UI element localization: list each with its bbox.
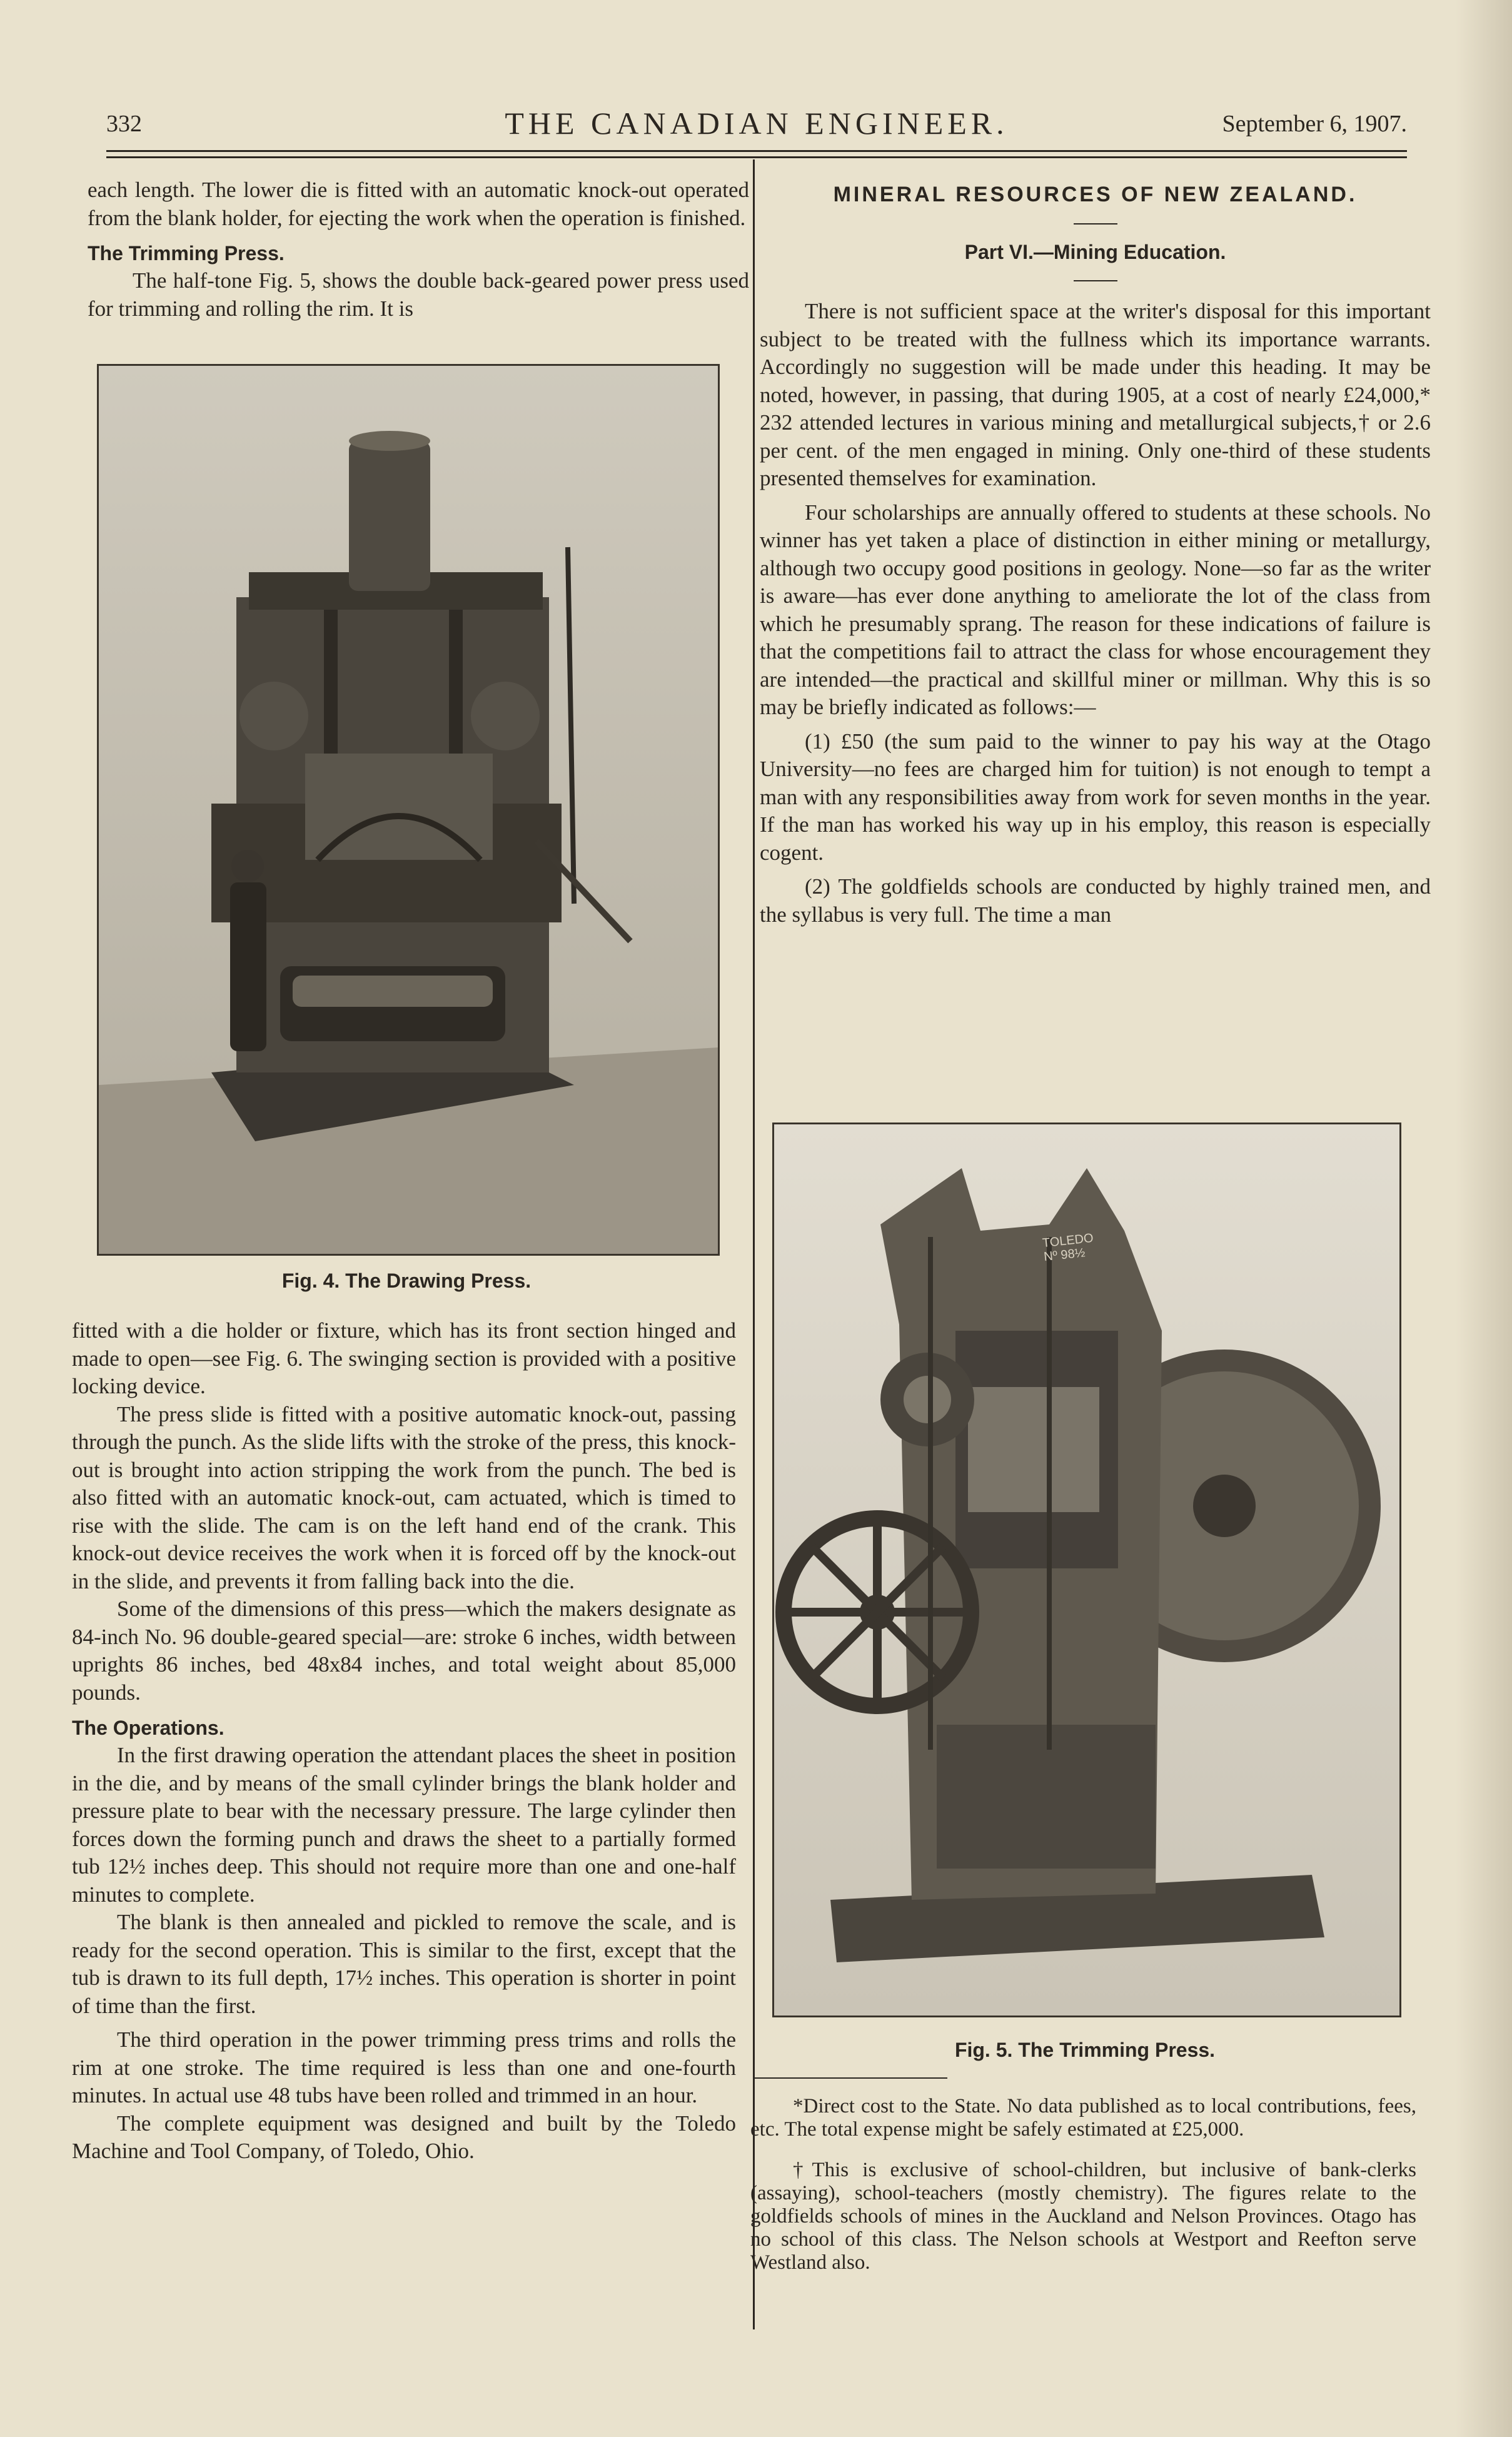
- left-column-top: [88, 176, 749, 323]
- paragraph-manufacturer: The complete equipment was designed and built by the Toledo Machine and Tool Company, of Toledo, Ohio.: [72, 2111, 736, 2163]
- header-rule-bottom: [106, 156, 1407, 158]
- page-number: 332: [106, 111, 142, 137]
- left-column-bottom: [72, 1317, 736, 2166]
- paragraph-third-operation: The third operation in the power trimming press trims and rolls the rim at one stroke. The time required is less than one and one-fourth minutes. In actual use 48 tubs have been rolled and trimmed in an hour.: [72, 2027, 736, 2107]
- page-edge-shadow: [1456, 0, 1512, 2437]
- paragraph-die-holder: fitted with a die holder or fixture, which has its front section hinged and made to open—see Fig. 6. The swinging section is provided with a positive locking device.: [72, 1318, 736, 1398]
- paragraph-reason-two: (2) The goldfields schools are conducted by highly trained men, and the syllabus is very full. The time a man: [760, 874, 1431, 927]
- running-header: [106, 105, 1407, 149]
- header-rule-top: [106, 150, 1407, 152]
- paragraph-reason-one: (1) £50 (the sum paid to the winner to pay his way at the Otago University—no fees are charged him for tuition) is not enough to tempt a man with any responsibilities away from work for seven months in the year. If the man has worked his way up in his employ, this reason is especially cogent.: [760, 729, 1431, 865]
- article-part-title: Part VI.—Mining Education.: [964, 241, 1226, 263]
- operations-heading: The Operations.: [72, 1717, 224, 1739]
- column-rule: [753, 159, 755, 2329]
- fig5-caption: Fig. 5. The Trimming Press.: [954, 2039, 1216, 2061]
- footnote-direct-cost: *Direct cost to the State. No data published as to local contributions, fees, etc. The total expense might be safely estimated at £25,000.: [750, 2095, 1416, 2141]
- journal-title: THE CANADIAN ENGINEER.: [505, 106, 1009, 141]
- footnote-rule: [753, 2077, 947, 2079]
- issue-date: September 6, 1907.: [1222, 111, 1407, 137]
- drawing-press-illustration: [99, 366, 718, 1254]
- part-dash: [1074, 280, 1117, 281]
- paragraph-space: There is not sufficient space at the writer's disposal for this important subject to be treated with the fullness which its importance warrants. Accordingly no suggestion will be made under this heading. It may be noted, however, in passing, that during 1905, at a cost of nearly £24,000,* 232 attended lectures in various mining and metallurgical subjects,† or 2.6 per cent. of the men engaged in mining. Only one-third of these students presented themselves for examination.: [760, 299, 1431, 490]
- fig4-caption: Fig. 4. The Drawing Press.: [281, 1269, 532, 1292]
- fig5-trimming-press-photo: [772, 1123, 1401, 2017]
- article-title: MINERAL RESOURCES OF NEW ZEALAND.: [833, 183, 1358, 206]
- paragraph-second-operation: The blank is then annealed and pickled to remove the scale, and is ready for the second operation. This is similar to the first, except that the tub is drawn to its full depth, 17½ inches. This operation is shorter in point of time than the first.: [72, 1910, 736, 2018]
- paragraph-dimensions: Some of the dimensions of this press—which the makers designate as 84-inch No. 96 double-geared special—are: stroke 6 inches, width between uprights 86 inches, bed 48x84 inches, and total weight about 85,000 pounds.: [72, 1597, 736, 1705]
- paragraph-scholarships: Four scholarships are annually offered to students at these schools. No winner has yet taken a place of distinction in either mining or metallurgy, although two occupy good positions in geology. None—so far as the writer is aware—has ever done anything to ameliorate the lot of the class from which he presumably sprang. The reason for these indications of failure is that the competitions fail to attract the class for whose encouragement they are intended—the practical and skillful miner or millman. Why this is so may be briefly indicated as follows:—: [760, 500, 1431, 719]
- title-dash: [1074, 223, 1117, 225]
- paragraph-first-operation: In the first drawing operation the attendant places the sheet in position in the die, and by means of the small cylinder brings the blank holder and pressure plate to bear with the necessary pressure. The large cylinder then forces down the forming punch and draws the sheet to a partially formed tub 12½ inches deep. This should not require more than one and one-half minutes to complete.: [72, 1743, 736, 1907]
- right-column-top: [760, 183, 1431, 929]
- footnote-exclusive: †This is exclusive of school-children, but inclusive of bank-clerks (assaying), school-teachers (mostly chemistry). The figures relate to the goldfields schools of mines in the Auckland and Nelson Provinces. Otago has no school of this class. The Nelson schools at Westport and Reefton serve Westland also.: [750, 2159, 1416, 2274]
- footnotes: [750, 2095, 1416, 2274]
- trimming-press-heading: The Trimming Press.: [88, 242, 285, 265]
- intro-paragraph: each length. The lower die is fitted with an automatic knock-out operated from the blank holder, for ejecting the work when the operation is finished.: [88, 178, 749, 230]
- toledo-nameplate: TOLEDO Nº 98½: [1041, 1231, 1094, 1264]
- paragraph-knock-out: The press slide is fitted with a positive automatic knock-out, passing through the punch. As the slide lifts with the stroke of the press, this knock-out is brought into action stripping the work from the punch. The bed is also fitted with an automatic knock-out, cam actuated, which is timed to rise with the slide. The cam is on the left hand end of the crank. This knock-out device receives the work when it is forced off by the knock-out in the slide, and prevents it from falling back into the die.: [72, 1401, 736, 1593]
- trimming-press-paragraph: The half-tone Fig. 5, shows the double back-geared power press used for trimming and rolling the rim. It is: [88, 268, 749, 321]
- fig4-drawing-press-photo: [97, 364, 720, 1256]
